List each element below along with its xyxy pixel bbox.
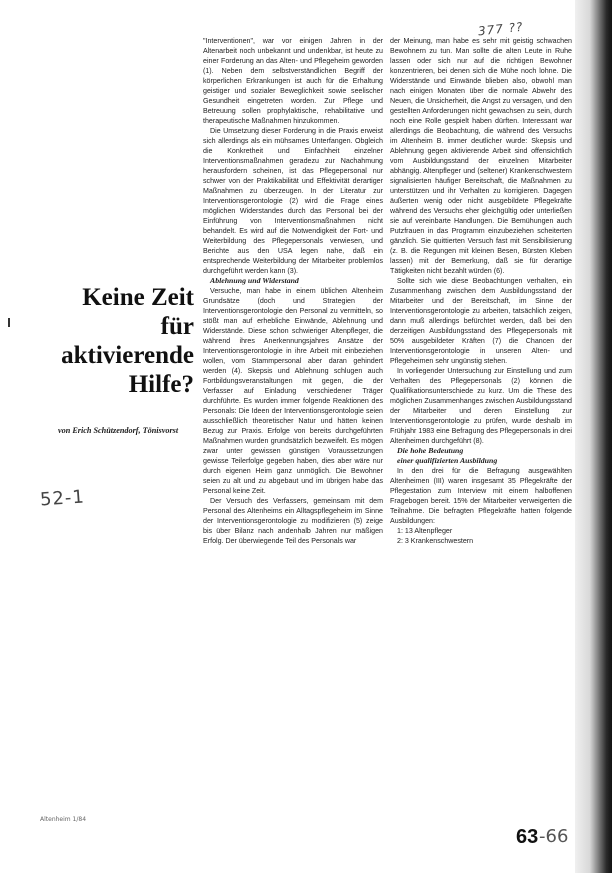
column2-paragraph: der Meinung, man habe es sehr mit geistig schwachen Bewohnern zu tun. Man sollte die alten Leute in Ruhe lassen oder sich nur auf die richtigen Bewohner konzentrieren, bei denen sich die Mühe noch lohne. Die Widerstände und Einwände blieben also, obwohl man nach einigen Monaten über die normale Abwehr des Neuen, die Unsicherheit, die Angst zu versagen, und den gestellten Anforderungen nicht gewachsen zu sein, durch noch eine Rolle gespielt haben dürften. Interessant war allerdings die Beobachtung, die während des Versuchs im Altenheim B. immer deutlicher wurde: Skepsis und Ablehnung gegen aktivierende Arbeit sind offensichtlich vom Ausbildungsstand der einzelnen Mitarbeiter abhängig. Altenpfleger und (seltener) Krankenschwestern signalisierten häufiger Bereitschaft, die Maßnahmen zu unterstützen und ihr Verhalten zu korrigieren. Dagegen äußerten wenig oder nicht ausgebildete Pflegekräfte während des Versuchs eher gleichgültig oder unterließen sie auf vereinbarte Handlungen. Die Bemühungen auch Putzfrauen in das Programm einzubeziehen scheiterten gänzlich. Sie quittierten Versuch fast mit Sensibilisierung (z. B. die Regungen mit kleinen Besen, Bürsten Kleben lassen) mit der Bemerkung, daß sie für derartige Tätigkeiten nicht bezahlt würden (6). — [390, 37, 572, 275]
column1-paragraph: "Interventionen", war vor einigen Jahren in der Altenarbeit noch unbekannt und undenkbar, ist heute zu einer Forderung an das Alten- und Pflegeheim geworden (1). Neben dem selbstverständlichen Begriff der körperlichen Erkrankungen ist auch für die Erhaltung geistiger und sozialer Beweglichkeit sowie seelischer Gesundheit eingetreten worden. Zur Pflege und Betreuung sollen prophylaktische, rehabilitative und therapeutische Maßnahmen hinzukommen. — [203, 37, 383, 125]
handwritten-page-range: -66 — [539, 826, 569, 847]
text-column-2 — [390, 36, 572, 836]
margin-tick — [8, 318, 10, 327]
column1-paragraph: Die Umsetzung dieser Forderung in die Praxis erweist sich allerdings als ein mühsames Unterfangen. Obgleich die Konkretheit und Einfachheit einzelner Interventionsmaßnahmen geradezu zur Nachahmung herausfordern scheinen, ist das Pflegepersonal nur schwer von der Praktikabilität und Effektivität derartiger Maßnahmen zu überzeugen. In der Literatur zur Interventionsgerontologie (2) wird die Frage eines möglichen Widerstandes durch das Personal bei der Einführung von Interventionsmaßnahmen nicht behandelt. Es wird auf die Notwendigkeit der Fort- und Weiterbildung des Pflegepersonals verwiesen, und Berichte aus den USA legen nahe, daß ein entsprechende Weiterbildung der Mitarbeiter problemlos durchgeführt werden kann (3). — [203, 127, 383, 275]
list-item: 2: 3 Krankenschwestern — [397, 537, 474, 545]
column1-paragraph: Versuche, man habe in einem üblichen Altenheim Grundsätze (doch und Strategien der Interventionsgerontologie den Personal zu vermitteln, so stößt man auf erhebliche Einwände, Ablehnung und Widerstände. Diese schon schwieriger Altenpfleger, die während ihres Anerkennungsjahres Ansätze der Interventionsgerontologie in ihre Arbeit mit einbeziehen wollen, vom Stammpersonal aber daran gehindert werden (4). Skepsis und Ablehnung schlugen auch Fortbildungsveranstaltungen mit gegen, die der Verfasser auf Einladung verschiedener Träger durchführte. Es wurden immer folgende Reaktionen des Personals: Die Ideen der Interventionsgerontologie seien ausschließlich theoretischer Natur und hätten keinen Bezug zur Praxis. Erfolge von bereits durchgeführten Maßnahmen wurden grundsätzlich bezweifelt. Es mögen zwar unter gewissen günstigen Voraussetzungen gewisse Teilerfolge gegeben haben, dies aber wäre nur durch eigenen Heim ganz unmöglich. Die Bewohner seien zu alt und zu abgebaut und im übrigen habe das Personal keine Zeit. — [203, 287, 383, 495]
article-headline — [58, 283, 194, 399]
section-subhead: Ablehnung und Widerstand — [210, 276, 299, 285]
section-subhead: einer qualifizierten Ausbildung — [397, 456, 498, 465]
headline-line-3: aktivierende — [61, 342, 194, 369]
section-subhead: Die hohe Bedeutung — [397, 446, 464, 455]
list-item: 1: 13 Altenpfleger — [397, 527, 453, 535]
footer-source: Altenheim 1/84 — [40, 816, 87, 823]
column1-paragraph: Der Versuch des Verfassers, gemeinsam mit dem Personal des Altenheims ein Alltagspflegeheim im Sinne der Interventionsgerontologie zu modifizieren (5) zeige bis über Bilanz nach andenhalb Jahren nur mäßigen Erfolg. Der überwiegende Teil des Personals war — [203, 497, 383, 545]
column2-paragraph: Sollte sich wie diese Beobachtungen verhalten, ein Zusammenhang zwischen dem Ausbildungsstand der Mitarbeiter und der Bereitschaft, im Sinne der Interventionsgerontologie zu arbeiten, tatsächlich zeigen, dann muß allerdings befürchtet werden, daß bei den derzeitigen Ausbildungsstand des Pflegepersonals mit 50% ausgebildeter Kräften (7) die Chancen der Interventionsgerontologie in unseren Alten- und Pflegeheimen sehr ungünstig stehen. — [390, 277, 572, 365]
headline-line-4: Hilfe? — [128, 371, 194, 398]
headline-line-2: für — [160, 313, 194, 340]
column2-paragraph: In den drei für die Befragung ausgewählten Altenheimen (III) waren insgesamt 35 Pflegekräfte der Pflegestation zum Interview mit einem halboffenen Fragebogen bereit. 15% der Mitarbeiter verweigerten die Teilnahme. Die befragten Pflegekräfte hatten folgende Ausbildungen: — [390, 467, 572, 525]
handwritten-margin-note: 52-1 — [39, 486, 86, 511]
column2-paragraph: In vorliegender Untersuchung zur Einstellung und zum Verhalten des Pflegepersonals (2) können die Qualifikationsunterschiede zu kurz. Um die These des möglichen Zusammenhanges zwischen Ausbildungsstand der Mitarbeiter und deren Einstellung zur Interventionsgerontologie zu prüfen, wurde deshalb im Frühjahr 1983 eine Befragung des Pflegepersonals in drei Altenheimen durchgeführt (8). — [390, 367, 572, 445]
text-column-1 — [203, 36, 383, 836]
handwritten-note-top: 377 ?? — [477, 19, 525, 39]
headline-line-1: Keine Zeit — [82, 284, 194, 311]
author-byline: von Erich Schützendorf, Tönisvorst — [58, 426, 179, 435]
scan-shadow-edge — [575, 0, 612, 873]
page-number: 63 — [516, 826, 539, 848]
